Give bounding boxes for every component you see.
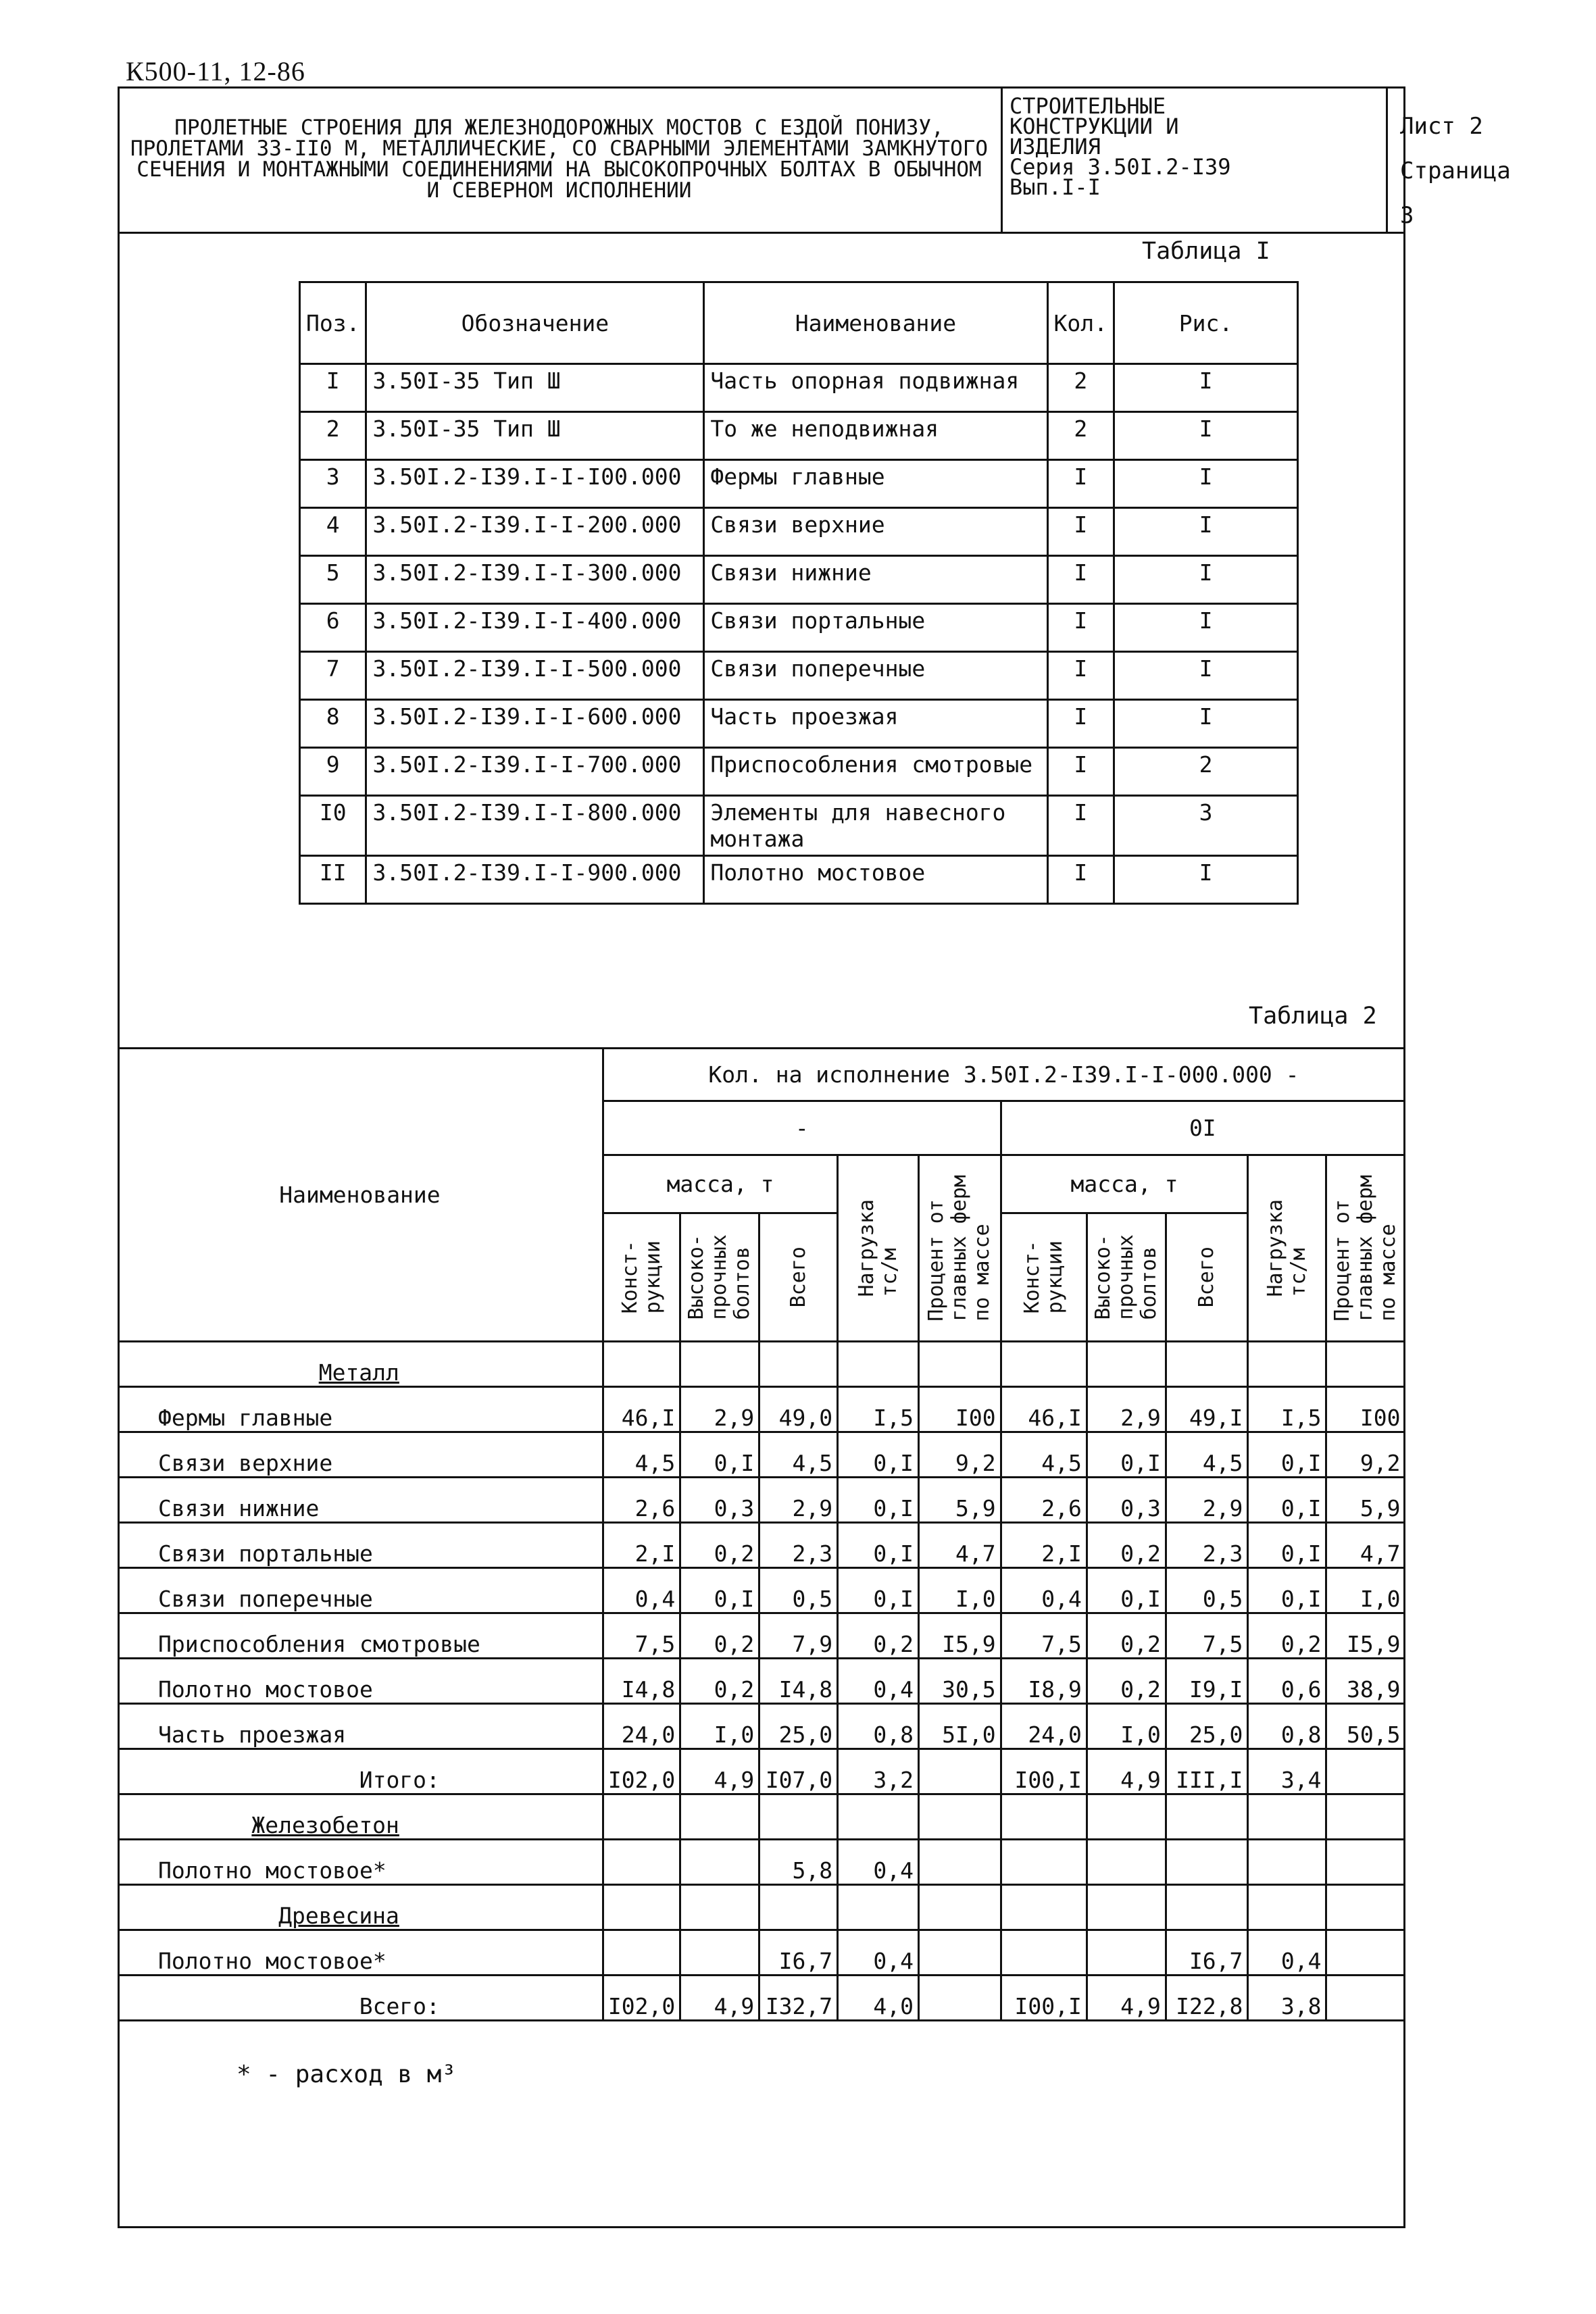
table2-value: 0,2 [1087,1613,1166,1659]
table2-value [918,1930,1001,1976]
table2-row [118,1704,1405,1749]
table2-value: 2,3 [1166,1523,1248,1568]
table2-row-name: Полотно мостовое* [118,1840,603,1885]
page-number: Страница 3 [1400,157,1511,229]
table2-value: 24,0 [603,1704,680,1749]
table2-value: 2,9 [759,1478,838,1523]
table2-value: III,I [1166,1749,1248,1794]
table2-mass-header-b: масса, т [1001,1155,1248,1213]
table2-row-name: Фермы главные [118,1387,603,1432]
table2-row-name: Полотно мостовое [118,1659,603,1704]
table1-cell: Связи портальные [704,604,1047,652]
table2-value: 4,9 [1087,1976,1166,2021]
sheet-number: Лист 2 [1400,113,1483,140]
table2-load-header-a: Нагрузка тс/м [838,1155,919,1342]
table2-empty-cell [838,1794,919,1840]
category-line-2: КОНСТРУКЦИИ И [1009,114,1179,139]
table2-value: 9,2 [1326,1432,1405,1478]
table2-value: 0,4 [1248,1930,1326,1976]
table2-row [118,1523,1405,1568]
table1-cell: Часть проезжая [704,700,1047,748]
table2-empty-cell [680,1794,759,1840]
category-line-1: СТРОИТЕЛЬНЫЕ [1009,93,1166,119]
table1-row [300,364,1298,412]
table2-value: 4,5 [1001,1432,1087,1478]
table2-value: 5,9 [918,1478,1001,1523]
title-block [118,86,1511,234]
table2-percent-header-a: Процент от главных ферм по массе [918,1155,1001,1342]
table2-value: I5,9 [918,1613,1001,1659]
table2-value: 7,5 [1166,1613,1248,1659]
table2-empty-cell [1001,1885,1087,1930]
table2-section-concrete [118,1794,1405,1840]
table2-row-name: Полотно мостовое* [118,1930,603,1976]
table2-value: 7,5 [603,1613,680,1659]
table2-value: 0,3 [1087,1478,1166,1523]
table2-value: 50,5 [1326,1704,1405,1749]
table1-cell: I [1114,364,1298,412]
table1-row [300,604,1298,652]
table1-cell: 3.50I-35 Тип Ш [366,412,704,460]
table2-empty-cell [838,1885,919,1930]
table2-value [1326,1930,1405,1976]
table1 [299,281,1299,905]
table2-value: 2,I [603,1523,680,1568]
table2-row [118,1568,1405,1613]
table2-load-header-b: Нагрузка тс/м [1248,1155,1326,1342]
table2 [118,1047,1405,2021]
table2-row [118,1432,1405,1478]
table1-cell: 8 [300,700,366,748]
table2-value: I6,7 [759,1930,838,1976]
table2-empty-cell [1248,1885,1326,1930]
table1-cell: Часть опорная подвижная [704,364,1047,412]
table2-empty-cell [1248,1794,1326,1840]
table2-empty-cell [680,1342,759,1387]
table1-cell: 3.50I.2-I39.I-I-600.000 [366,700,704,748]
table2-value: 0,2 [680,1523,759,1568]
table2-value: 0,4 [838,1659,919,1704]
table2-value: 4,0 [838,1976,919,2021]
table2-value: 7,9 [759,1613,838,1659]
table2-value: 0,6 [1248,1659,1326,1704]
table2-row-name: Связи нижние [118,1478,603,1523]
table1-cell: I [1047,856,1114,904]
table2-value: 0,2 [838,1613,919,1659]
table2-empty-cell [1166,1885,1248,1930]
table1-cell: I [1047,556,1114,604]
table2-subtotal-row [118,1749,1405,1794]
table2-value: 3,8 [1248,1976,1326,2021]
table1-cell: 9 [300,748,366,796]
table2-value: 0,2 [1087,1523,1166,1568]
table1-row [300,796,1298,856]
table2-value: I02,0 [603,1749,680,1794]
table2-value: 5,9 [1326,1478,1405,1523]
table1-cell: Полотно мостовое [704,856,1047,904]
table2-value [1326,1840,1405,1885]
table1-header-designation: Обозначение [366,282,704,364]
table1-cell: I [1047,748,1114,796]
table1-cell: I [1047,460,1114,508]
table2-value: I,5 [838,1387,919,1432]
table2-value: I02,0 [603,1976,680,2021]
table2-value: I,0 [1087,1704,1166,1749]
table1-row [300,460,1298,508]
table2-value: 4,9 [680,1749,759,1794]
table2-empty-cell [918,1794,1001,1840]
table2-row [118,1478,1405,1523]
table2-value: I4,8 [759,1659,838,1704]
table2-empty-cell [759,1885,838,1930]
table1-caption: Таблица I [1142,238,1270,265]
series-label: Серия 3.50I.2-I39 [1009,154,1231,180]
table1-header-fig: Рис. [1114,282,1298,364]
table2-value: 3,2 [838,1749,919,1794]
table2-value [1087,1840,1166,1885]
table2-value [680,1840,759,1885]
table2-body [118,1342,1405,2021]
table1-cell: I [1047,508,1114,556]
table2-empty-cell [838,1342,919,1387]
table1-cell: 6 [300,604,366,652]
table1-cell: То же неподвижная [704,412,1047,460]
table1-cell: Приспособления смотровые [704,748,1047,796]
table2-value: 0,2 [1087,1659,1166,1704]
table1-cell: I [1047,700,1114,748]
table1-cell: I [1047,604,1114,652]
table2-value: 4,9 [1087,1749,1166,1794]
document-title: ПРОЛЕТНЫЕ СТРОЕНИЯ ДЛЯ ЖЕЛЕЗНОДОРОЖНЫХ МОСТОВ С ЕЗДОЙ ПОНИЗУ, ПРОЛЕТАМИ 33-II0 М, МЕТАЛЛИЧЕСКИЕ, СО СВАРНЫМИ ЭЛЕМЕНТАМИ ЗАМКНУТОГО СЕЧЕНИЯ И МОНТАЖНЫМИ СОЕДИНЕНИЯМИ НА ВЫСОКОПРОЧНЫХ БОЛТАХ В ОБЫЧНОМ И СЕВЕРНОМ ИСПОЛНЕНИИ [118,86,1003,232]
table2-value: I07,0 [759,1749,838,1794]
table2-value: 4,7 [1326,1523,1405,1568]
table2-value: 0,5 [1166,1568,1248,1613]
table2-value: I00 [1326,1387,1405,1432]
table2-empty-cell [1166,1794,1248,1840]
table2-value [1001,1930,1087,1976]
table2-value: 0,I [1248,1432,1326,1478]
table1-cell: I0 [300,796,366,856]
table2-value: 0,I [680,1568,759,1613]
table1-cell: 4 [300,508,366,556]
table2-caption: Таблица 2 [1249,1003,1377,1030]
table2-empty-cell [918,1885,1001,1930]
table2-value: 4,7 [918,1523,1001,1568]
table2-bolts-header-b: Высоко- прочных болтов [1087,1213,1166,1342]
table1-header-row [300,282,1298,364]
table2-value: I32,7 [759,1976,838,2021]
table2-construct-header-b: Конст- рукции [1001,1213,1087,1342]
table2-value: 25,0 [1166,1704,1248,1749]
table2-total-header-a: Всего [759,1213,838,1342]
table2-value: I6,7 [1166,1930,1248,1976]
table2-value: 0,8 [838,1704,919,1749]
table2-value: 2,6 [1001,1478,1087,1523]
table1-row [300,556,1298,604]
table2-group-header: Кол. на исполнение 3.50I.2-I39.I-I-000.000 - [603,1049,1404,1101]
table2-value: 46,I [603,1387,680,1432]
table1-cell: II [300,856,366,904]
table2-value: 0,I [1248,1478,1326,1523]
table2-value: 24,0 [1001,1704,1087,1749]
table1-cell: I [300,364,366,412]
table2-empty-cell [603,1885,680,1930]
table2-value: 0,3 [680,1478,759,1523]
table2-empty-cell [1248,1342,1326,1387]
table1-cell: I [1114,700,1298,748]
table2-value [1001,1840,1087,1885]
table2-section-metal-label: Металл [118,1342,603,1387]
table2-empty-cell [1326,1342,1405,1387]
table1-header-pos: Поз. [300,282,366,364]
table2-value [918,1976,1001,2021]
table2-row-name: Связи поперечные [118,1568,603,1613]
table2-value: 38,9 [1326,1659,1405,1704]
table2-value: 46,I [1001,1387,1087,1432]
table2-value: 0,2 [680,1613,759,1659]
table2-value: 5,8 [759,1840,838,1885]
table2-value: I00 [918,1387,1001,1432]
table2-row-name: Итого: [118,1749,603,1794]
table2-value: 0,4 [603,1568,680,1613]
table2-header-name: Наименование [118,1049,603,1342]
table1-header-qty: Кол. [1047,282,1114,364]
table1-body [300,364,1298,904]
category-block [1003,86,1388,232]
table1-cell: I [1047,652,1114,700]
table2-row-name: Связи портальные [118,1523,603,1568]
table1-row [300,412,1298,460]
category-line-3: ИЗДЕЛИЯ [1009,134,1101,159]
table2-value: 0,I [838,1478,919,1523]
table1-row [300,748,1298,796]
table2-value: 0,2 [680,1659,759,1704]
table1-cell: 3.50I.2-I39.I-I-700.000 [366,748,704,796]
table2-empty-cell [759,1342,838,1387]
table2-value: 0,2 [1248,1613,1326,1659]
table2-value: 2,9 [1166,1478,1248,1523]
table2-value: I00,I [1001,1976,1087,2021]
table2-mass-header-a: масса, т [603,1155,837,1213]
table1-row [300,508,1298,556]
table1-cell: 3.50I.2-I39.I-I-400.000 [366,604,704,652]
table2-variant-a: - [603,1101,1001,1155]
table2-value: 49,0 [759,1387,838,1432]
table1-cell: 2 [1114,748,1298,796]
table2-construct-header-a: Конст- рукции [603,1213,680,1342]
table2-value: 0,I [1087,1568,1166,1613]
table2-value [1326,1976,1405,2021]
table2-value: 0,8 [1248,1704,1326,1749]
table2-value: 2,9 [680,1387,759,1432]
table2-empty-cell [759,1794,838,1840]
table1-cell: I [1114,508,1298,556]
table2-bolts-header-a: Высоко- прочных болтов [680,1213,759,1342]
table2-section-concrete-label: Железобетон [118,1794,603,1840]
table1-cell: I [1047,796,1114,856]
table2-value [1326,1749,1405,1794]
table2-empty-cell [1001,1794,1087,1840]
table2-empty-cell [1087,1342,1166,1387]
table2-value: I9,I [1166,1659,1248,1704]
table1-cell: 3.50I.2-I39.I-I-800.000 [366,796,704,856]
table1-cell: 3 [300,460,366,508]
table2-value: I8,9 [1001,1659,1087,1704]
table2-variant-b: 0I [1001,1101,1404,1155]
table2-value: 0,4 [1001,1568,1087,1613]
table2-value: I,0 [680,1704,759,1749]
table1-cell: I [1114,652,1298,700]
footnote: * - расход в м³ [236,2061,457,2088]
table2-value [603,1840,680,1885]
table2-value [603,1930,680,1976]
table2-row [118,1840,1405,1885]
table2-empty-cell [1087,1885,1166,1930]
table2-total-header-b: Всего [1166,1213,1248,1342]
table2-empty-cell [918,1342,1001,1387]
table2-value: 0,I [838,1568,919,1613]
table2-empty-cell [680,1885,759,1930]
table2-value [918,1840,1001,1885]
table2-row-name: Часть проезжая [118,1704,603,1749]
table2-value: 2,6 [603,1478,680,1523]
table1-cell: I [1114,412,1298,460]
table2-value: I,0 [1326,1568,1405,1613]
table2-value [1248,1840,1326,1885]
table1-cell: I [1114,460,1298,508]
table2-value: 2,9 [1087,1387,1166,1432]
table2-section-wood [118,1885,1405,1930]
table2-row-name: Связи верхние [118,1432,603,1478]
table1-cell: I [1114,556,1298,604]
table2-empty-cell [1001,1342,1087,1387]
table1-cell: 5 [300,556,366,604]
table1-cell: 2 [1047,364,1114,412]
table2-value: 4,5 [603,1432,680,1478]
table2-value [1166,1840,1248,1885]
table1-cell: 3 [1114,796,1298,856]
table2-section-wood-label: Древесина [118,1885,603,1930]
table2-value: 5I,0 [918,1704,1001,1749]
table2-value: 0,I [838,1523,919,1568]
table1-cell: Связи верхние [704,508,1047,556]
table1-cell: Элементы для навесного монтажа [704,796,1047,856]
table2-value: 0,5 [759,1568,838,1613]
table2-empty-cell [603,1342,680,1387]
table1-cell: 7 [300,652,366,700]
table2-value: 4,9 [680,1976,759,2021]
table2-value: 2,3 [759,1523,838,1568]
table2-value: 9,2 [918,1432,1001,1478]
table2-row [118,1659,1405,1704]
table1-cell: 3.50I.2-I39.I-I-I00.000 [366,460,704,508]
table2-value: 4,5 [1166,1432,1248,1478]
table1-cell: 2 [1047,412,1114,460]
table2-value: I,0 [918,1568,1001,1613]
table1-cell: 3.50I-35 Тип Ш [366,364,704,412]
table2-value: 49,I [1166,1387,1248,1432]
table2-value: I22,8 [1166,1976,1248,2021]
table1-cell: I [1114,856,1298,904]
table1-cell: 3.50I.2-I39.I-I-900.000 [366,856,704,904]
table1-row [300,700,1298,748]
document-stamp: К500-11, 12-86 [126,56,305,86]
table2-value: I00,I [1001,1749,1087,1794]
table2-value: 25,0 [759,1704,838,1749]
table2-value: 3,4 [1248,1749,1326,1794]
table1-cell: Фермы главные [704,460,1047,508]
table1-cell: Связи нижние [704,556,1047,604]
issue-label: Вып.I-I [1009,174,1101,200]
table1-cell: 2 [300,412,366,460]
table2-row [118,1930,1405,1976]
table2-value: 0,4 [838,1840,919,1885]
table2-value: 0,I [1248,1568,1326,1613]
table2-value [1087,1930,1166,1976]
table2-row-name: Приспособления смотровые [118,1613,603,1659]
table2-empty-cell [1326,1885,1405,1930]
table1-cell: 3.50I.2-I39.I-I-200.000 [366,508,704,556]
table2-value: 7,5 [1001,1613,1087,1659]
table2-value: 30,5 [918,1659,1001,1704]
table2-value: 0,I [680,1432,759,1478]
table2-value: 0,4 [838,1930,919,1976]
table2-empty-cell [603,1794,680,1840]
table2-row-name: Всего: [118,1976,603,2021]
table2-row [118,1613,1405,1659]
table2-value [680,1930,759,1976]
table1-row [300,652,1298,700]
table2-empty-cell [1087,1794,1166,1840]
table2-empty-cell [1326,1794,1405,1840]
table2-section-metal [118,1342,1405,1387]
table2-value: I5,9 [1326,1613,1405,1659]
table2-grand-total-row [118,1976,1405,2021]
table2-value: 0,I [838,1432,919,1478]
table2-row [118,1387,1405,1432]
table2-empty-cell [1166,1342,1248,1387]
table1-cell: Связи поперечные [704,652,1047,700]
table2-value: I,5 [1248,1387,1326,1432]
table2-value: 0,I [1248,1523,1326,1568]
table1-header-name: Наименование [704,282,1047,364]
sheet-block [1388,86,1541,232]
table2-value: 0,I [1087,1432,1166,1478]
table1-cell: 3.50I.2-I39.I-I-500.000 [366,652,704,700]
table1-cell: 3.50I.2-I39.I-I-300.000 [366,556,704,604]
table2-value: I4,8 [603,1659,680,1704]
table2-value [918,1749,1001,1794]
table2-percent-header-b: Процент от главных ферм по массе [1326,1155,1405,1342]
table1-cell: I [1114,604,1298,652]
table1-row [300,856,1298,904]
table2-value: 2,I [1001,1523,1087,1568]
table2-value: 4,5 [759,1432,838,1478]
